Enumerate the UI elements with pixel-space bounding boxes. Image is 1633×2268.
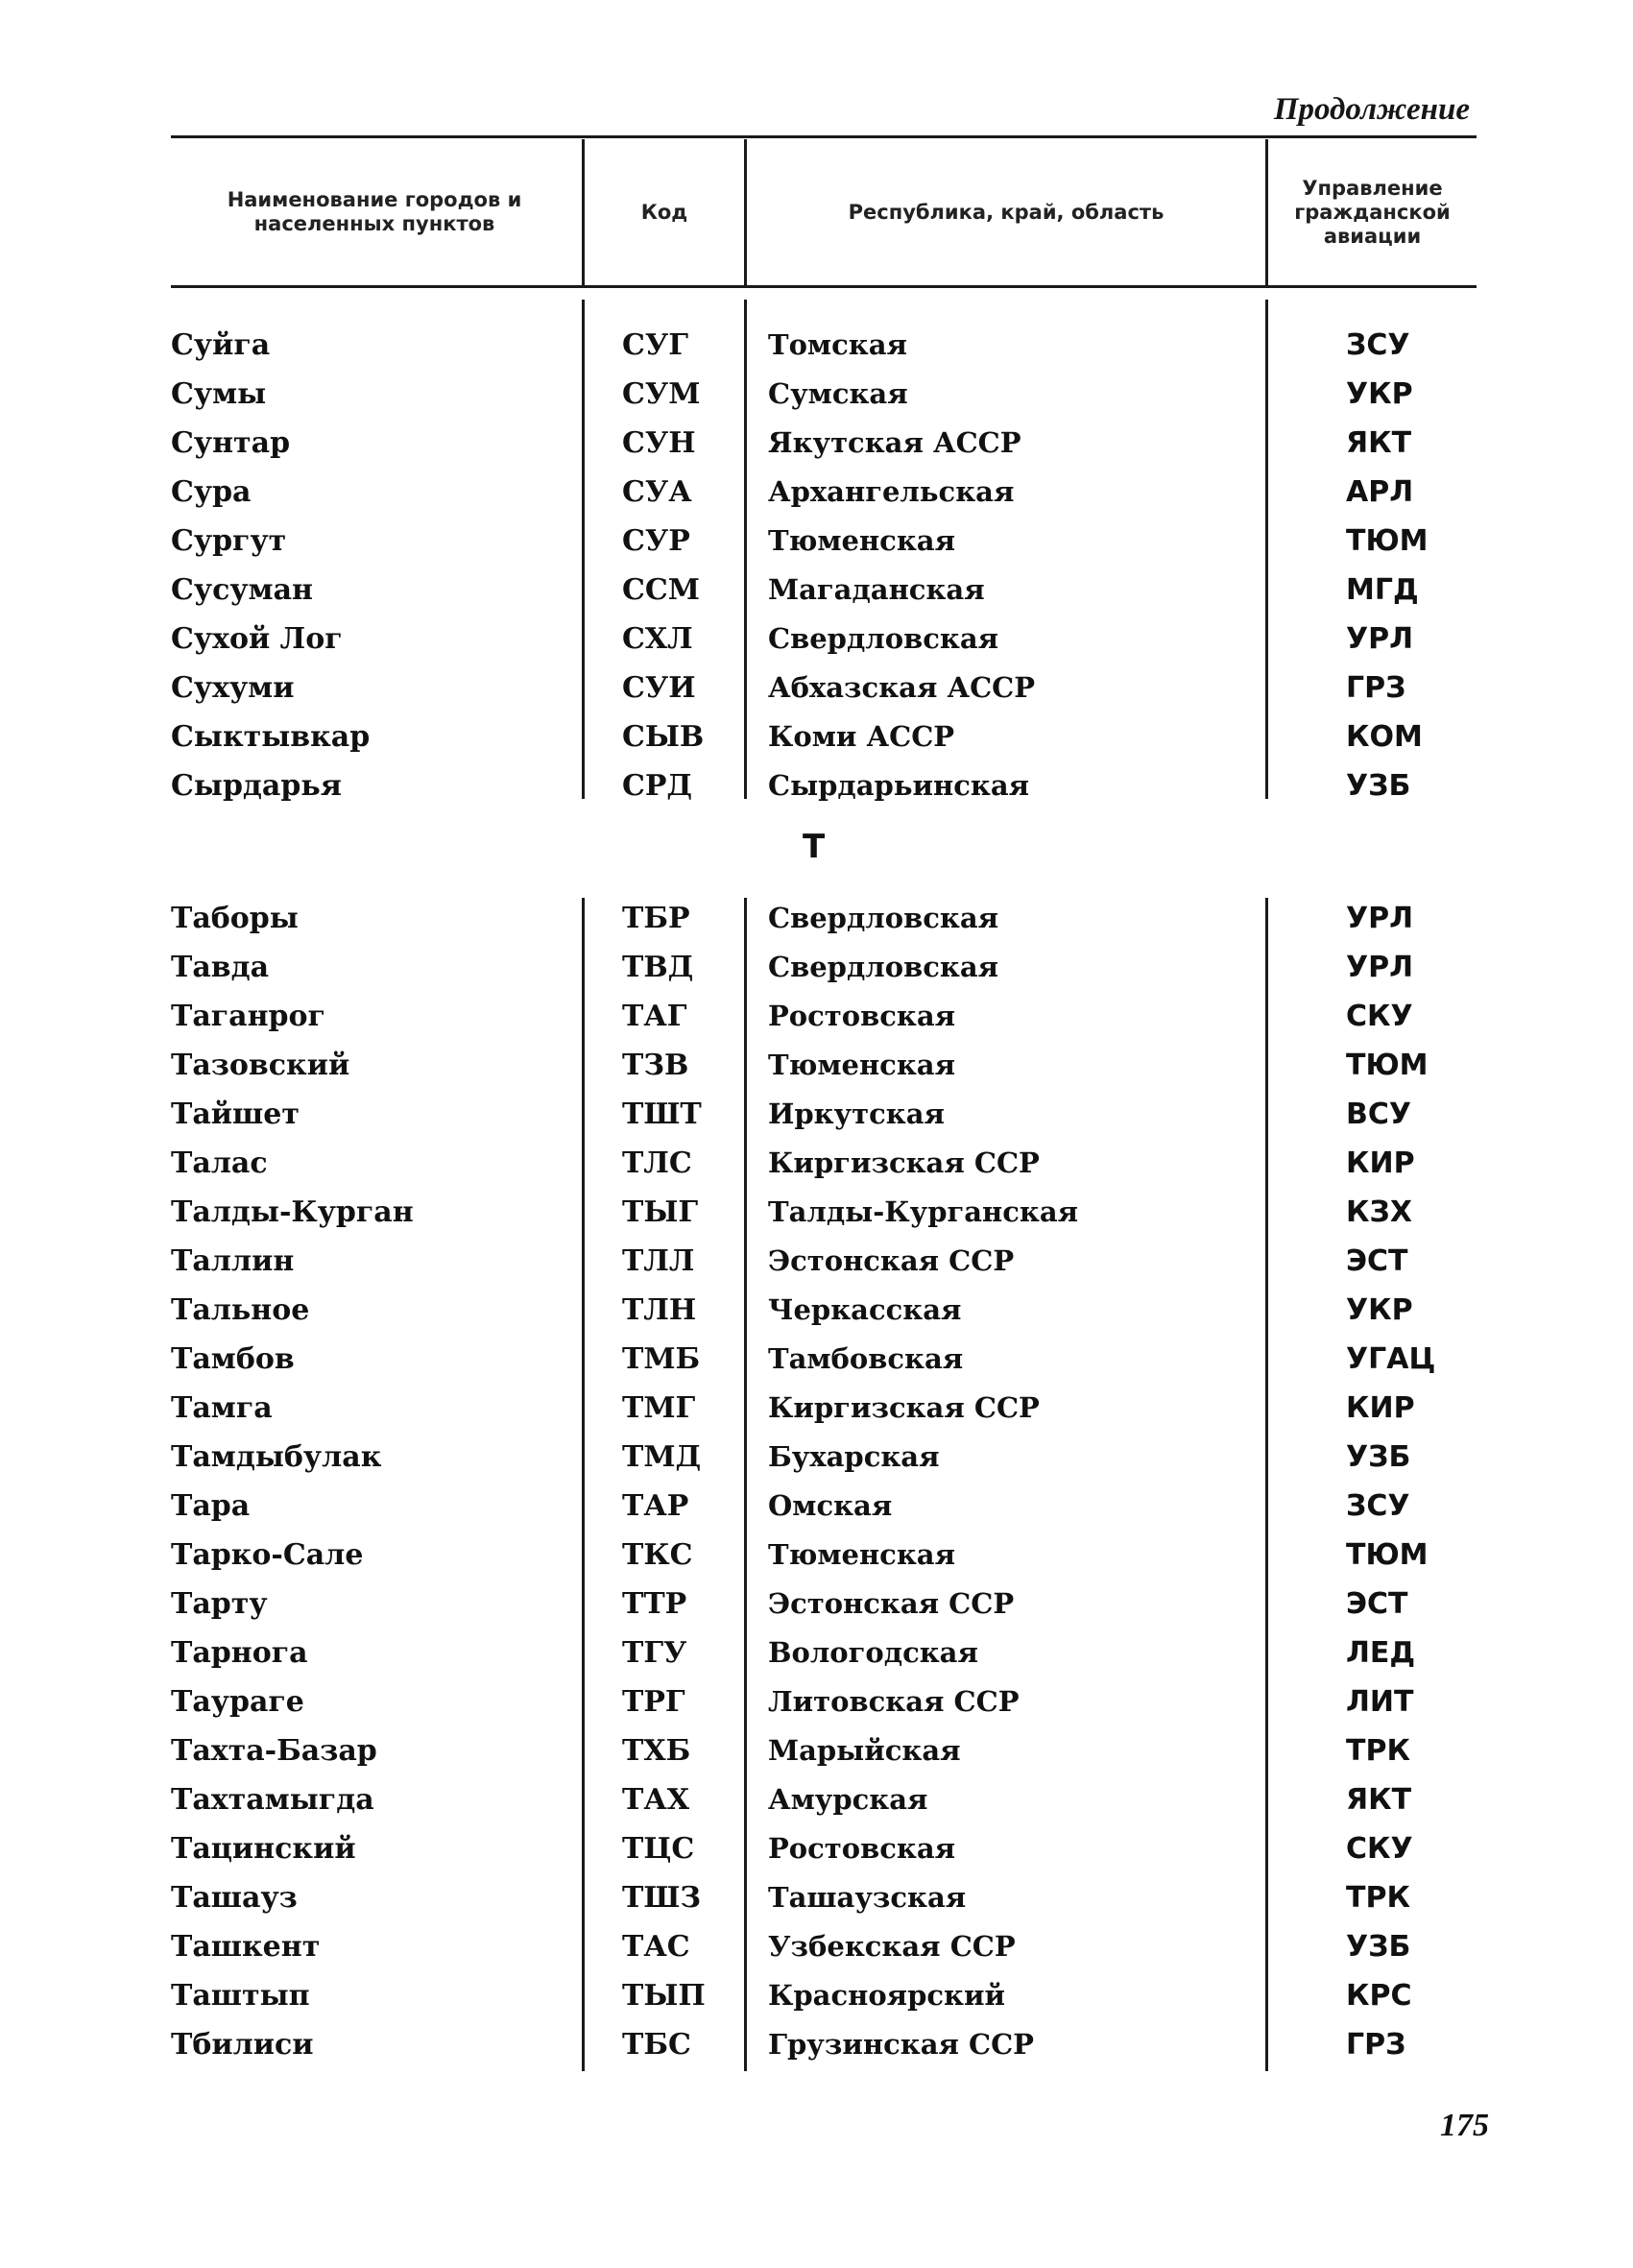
city-region: Сумская bbox=[768, 377, 908, 410]
table-row bbox=[0, 370, 1633, 419]
header-authority bbox=[1268, 139, 1477, 285]
city-region: Амурская bbox=[768, 1783, 928, 1816]
table-row bbox=[0, 419, 1633, 468]
city-authority: УРЛ bbox=[1346, 622, 1414, 656]
city-region: Ростовская bbox=[768, 1000, 956, 1032]
city-name: Ташкент bbox=[171, 1930, 321, 1964]
table-row bbox=[0, 1824, 1633, 1873]
city-code: СУА bbox=[622, 475, 692, 509]
city-region: Грузинская ССР bbox=[768, 2028, 1034, 2061]
city-code: ТМБ bbox=[622, 1342, 701, 1376]
city-authority: ЭСТ bbox=[1346, 1244, 1408, 1278]
header-name-text: Наименование городов и населенных пунктов bbox=[227, 188, 522, 235]
city-code: ТЫП bbox=[622, 1979, 706, 2013]
table-row bbox=[0, 615, 1633, 664]
city-name: Тацинский bbox=[171, 1832, 356, 1866]
city-region: Красноярский bbox=[768, 1979, 1005, 2012]
city-region: Свердловская bbox=[768, 622, 999, 655]
city-name: Суйга bbox=[171, 328, 271, 362]
city-code: ТЦС bbox=[622, 1832, 695, 1866]
table-row bbox=[0, 1873, 1633, 1922]
city-code: ТАГ bbox=[622, 1000, 687, 1033]
city-region: Талды-Курганская bbox=[768, 1195, 1079, 1228]
city-name: Ташауз bbox=[171, 1881, 298, 1915]
city-authority: КРС bbox=[1346, 1979, 1412, 2013]
city-region: Тамбовская bbox=[768, 1342, 964, 1375]
city-name: Тазовский bbox=[171, 1049, 350, 1082]
city-region: Марыйская bbox=[768, 1734, 961, 1767]
continuation-label: Продолжение bbox=[1273, 92, 1470, 127]
city-code: ТЫГ bbox=[622, 1195, 699, 1229]
city-authority: УРЛ bbox=[1346, 902, 1414, 935]
city-code: ТАХ bbox=[622, 1783, 690, 1817]
city-name: Сухой Лог bbox=[171, 622, 343, 656]
city-authority: ЗСУ bbox=[1346, 328, 1410, 362]
city-code: ТВД bbox=[622, 951, 694, 984]
city-authority: ТРК bbox=[1346, 1734, 1410, 1768]
city-region: Омская bbox=[768, 1489, 893, 1522]
city-code: ТКС bbox=[622, 1538, 693, 1572]
table-row bbox=[0, 1775, 1633, 1824]
city-name: Сыктывкар bbox=[171, 720, 371, 754]
city-code: СУР bbox=[622, 524, 690, 558]
city-name: Таганрог bbox=[171, 1000, 325, 1033]
city-code: ТЛН bbox=[622, 1293, 697, 1327]
table-row bbox=[0, 1677, 1633, 1726]
city-authority: ЭСТ bbox=[1346, 1587, 1408, 1621]
city-region: Ростовская bbox=[768, 1832, 956, 1865]
table-row bbox=[0, 943, 1633, 992]
table-row bbox=[0, 712, 1633, 761]
city-region: Якутская АССР bbox=[768, 426, 1021, 459]
city-name: Таборы bbox=[171, 902, 299, 935]
city-region: Литовская ССР bbox=[768, 1685, 1020, 1718]
city-code: ТБР bbox=[622, 902, 690, 935]
table-row bbox=[0, 1482, 1633, 1531]
city-name: Талас bbox=[171, 1146, 268, 1180]
city-code: ТМД bbox=[622, 1440, 702, 1474]
city-name: Талды-Курган bbox=[171, 1195, 414, 1229]
header-name bbox=[182, 139, 566, 285]
city-name: Тамбов bbox=[171, 1342, 295, 1376]
table-row bbox=[0, 1580, 1633, 1629]
city-code: ТТР bbox=[622, 1587, 687, 1621]
city-authority: ВСУ bbox=[1346, 1098, 1412, 1131]
table-row bbox=[0, 468, 1633, 517]
city-authority: КИР bbox=[1346, 1391, 1415, 1425]
table-row bbox=[0, 1726, 1633, 1775]
city-name: Сумы bbox=[171, 377, 267, 411]
city-name: Сырдарья bbox=[171, 769, 342, 803]
header-top-rule bbox=[171, 135, 1477, 138]
table-row bbox=[0, 1237, 1633, 1286]
table-row bbox=[0, 664, 1633, 712]
city-code: ТШЗ bbox=[622, 1881, 702, 1915]
city-authority: УРЛ bbox=[1346, 951, 1414, 984]
city-code: СУМ bbox=[622, 377, 701, 411]
city-region: Киргизская ССР bbox=[768, 1146, 1040, 1179]
city-code: СУГ bbox=[622, 328, 688, 362]
city-name: Тамга bbox=[171, 1391, 273, 1425]
city-region: Эстонская ССР bbox=[768, 1244, 1015, 1277]
city-authority: ЛЕД bbox=[1346, 1636, 1416, 1670]
city-region: Тюменская bbox=[768, 1538, 955, 1571]
table-row bbox=[0, 1384, 1633, 1433]
city-code: ТЛС bbox=[622, 1146, 692, 1180]
section-letter: Т bbox=[803, 828, 826, 866]
city-code: ТХБ bbox=[622, 1734, 691, 1768]
city-region: Черкасская bbox=[768, 1293, 962, 1326]
city-name: Тарнога bbox=[171, 1636, 308, 1670]
table-row bbox=[0, 1188, 1633, 1237]
header-code bbox=[585, 139, 744, 285]
page-number: 175 bbox=[1440, 2108, 1489, 2143]
city-code: СРД bbox=[622, 769, 693, 803]
city-region: Томская bbox=[768, 328, 907, 361]
table-row bbox=[0, 1335, 1633, 1384]
city-code: ТБС bbox=[622, 2028, 691, 2062]
table-row bbox=[0, 1433, 1633, 1482]
header-region-text: Республика, край, область bbox=[848, 200, 1165, 224]
city-name: Таураге bbox=[171, 1685, 304, 1719]
city-name: Тамдыбулак bbox=[171, 1440, 382, 1474]
city-region: Коми АССР bbox=[768, 720, 955, 753]
city-authority: ЯКТ bbox=[1346, 1783, 1412, 1817]
city-authority: ЛИТ bbox=[1346, 1685, 1414, 1719]
table-row bbox=[0, 1090, 1633, 1139]
city-region: Узбекская ССР bbox=[768, 1930, 1016, 1963]
city-code: ТЛЛ bbox=[622, 1244, 695, 1278]
city-region: Сырдарьинская bbox=[768, 769, 1030, 802]
city-region: Магаданская bbox=[768, 573, 985, 606]
city-region: Вологодская bbox=[768, 1636, 978, 1669]
table-row bbox=[0, 1286, 1633, 1335]
table-row bbox=[0, 1971, 1633, 2020]
city-authority: АРЛ bbox=[1346, 475, 1414, 509]
header-region bbox=[747, 139, 1265, 285]
city-code: ТЗВ bbox=[622, 1049, 689, 1082]
city-region: Архангельская bbox=[768, 475, 1015, 508]
city-name: Сунтар bbox=[171, 426, 291, 460]
city-authority: УЗБ bbox=[1346, 1930, 1411, 1964]
table-row bbox=[0, 992, 1633, 1041]
city-code: ТАР bbox=[622, 1489, 689, 1523]
city-authority: СКУ bbox=[1346, 1000, 1413, 1033]
city-code: СЫВ bbox=[622, 720, 705, 754]
city-authority: ТЮМ bbox=[1346, 524, 1429, 558]
city-region: Киргизская ССР bbox=[768, 1391, 1040, 1424]
city-name: Сухуми bbox=[171, 671, 295, 705]
city-authority: КИР bbox=[1346, 1146, 1415, 1180]
city-name: Тарту bbox=[171, 1587, 268, 1621]
city-name: Сургут bbox=[171, 524, 287, 558]
city-region: Тюменская bbox=[768, 1049, 955, 1081]
header-code-text: Код bbox=[640, 200, 688, 224]
city-authority: УГАЦ bbox=[1346, 1342, 1436, 1376]
table-row bbox=[0, 566, 1633, 615]
city-name: Тавда bbox=[171, 951, 270, 984]
city-name: Сура bbox=[171, 475, 252, 509]
city-code: СХЛ bbox=[622, 622, 693, 656]
city-name: Тальное bbox=[171, 1293, 310, 1327]
city-authority: УЗБ bbox=[1346, 1440, 1411, 1474]
city-name: Тайшет bbox=[171, 1098, 300, 1131]
city-authority: УЗБ bbox=[1346, 769, 1411, 803]
table-row bbox=[0, 894, 1633, 943]
city-name: Тахтамыгда bbox=[171, 1783, 374, 1817]
city-name: Тара bbox=[171, 1489, 251, 1523]
city-code: ТШТ bbox=[622, 1098, 702, 1131]
table-row bbox=[0, 1531, 1633, 1580]
city-authority: СКУ bbox=[1346, 1832, 1413, 1866]
city-authority: УКР bbox=[1346, 377, 1413, 411]
table-row bbox=[0, 1041, 1633, 1090]
city-authority: УКР bbox=[1346, 1293, 1413, 1327]
table-row bbox=[0, 1922, 1633, 1971]
city-authority: ЗСУ bbox=[1346, 1489, 1410, 1523]
city-code: СУН bbox=[622, 426, 696, 460]
city-authority: ТЮМ bbox=[1346, 1538, 1429, 1572]
city-region: Ташаузская bbox=[768, 1881, 967, 1914]
city-region: Бухарская bbox=[768, 1440, 940, 1473]
table-row bbox=[0, 321, 1633, 370]
city-authority: ТЮМ bbox=[1346, 1049, 1429, 1082]
city-code: ТАС bbox=[622, 1930, 690, 1964]
city-authority: ТРК bbox=[1346, 1881, 1410, 1915]
city-name: Тахта-Базар bbox=[171, 1734, 377, 1768]
city-region: Абхазская АССР bbox=[768, 671, 1036, 704]
table-row bbox=[0, 761, 1633, 810]
city-region: Иркутская bbox=[768, 1098, 945, 1130]
table-row bbox=[0, 2020, 1633, 2069]
city-authority: ЯКТ bbox=[1346, 426, 1412, 460]
header-bottom-rule bbox=[171, 285, 1477, 288]
city-name: Таштып bbox=[171, 1979, 310, 2013]
city-region: Свердловская bbox=[768, 951, 999, 983]
city-name: Сусуман bbox=[171, 573, 314, 607]
city-authority: КЗХ bbox=[1346, 1195, 1412, 1229]
city-name: Таллин bbox=[171, 1244, 295, 1278]
table-row bbox=[0, 1139, 1633, 1188]
city-authority: ГРЗ bbox=[1346, 671, 1406, 705]
city-region: Тюменская bbox=[768, 524, 955, 557]
city-code: ССМ bbox=[622, 573, 700, 607]
city-authority: КОМ bbox=[1346, 720, 1423, 754]
city-code: ТГУ bbox=[622, 1636, 687, 1670]
city-authority: ГРЗ bbox=[1346, 2028, 1406, 2062]
city-name: Тбилиси bbox=[171, 2028, 314, 2062]
city-code: ТРГ bbox=[622, 1685, 685, 1719]
header-authority-text: Управление гражданской авиации bbox=[1294, 176, 1451, 248]
city-code: ТМГ bbox=[622, 1391, 696, 1425]
city-authority: МГД bbox=[1346, 573, 1419, 607]
table-row bbox=[0, 517, 1633, 566]
city-region: Эстонская ССР bbox=[768, 1587, 1015, 1620]
city-region: Свердловская bbox=[768, 902, 999, 934]
table-row bbox=[0, 1629, 1633, 1677]
city-code: СУИ bbox=[622, 671, 696, 705]
city-name: Тарко-Сале bbox=[171, 1538, 364, 1572]
